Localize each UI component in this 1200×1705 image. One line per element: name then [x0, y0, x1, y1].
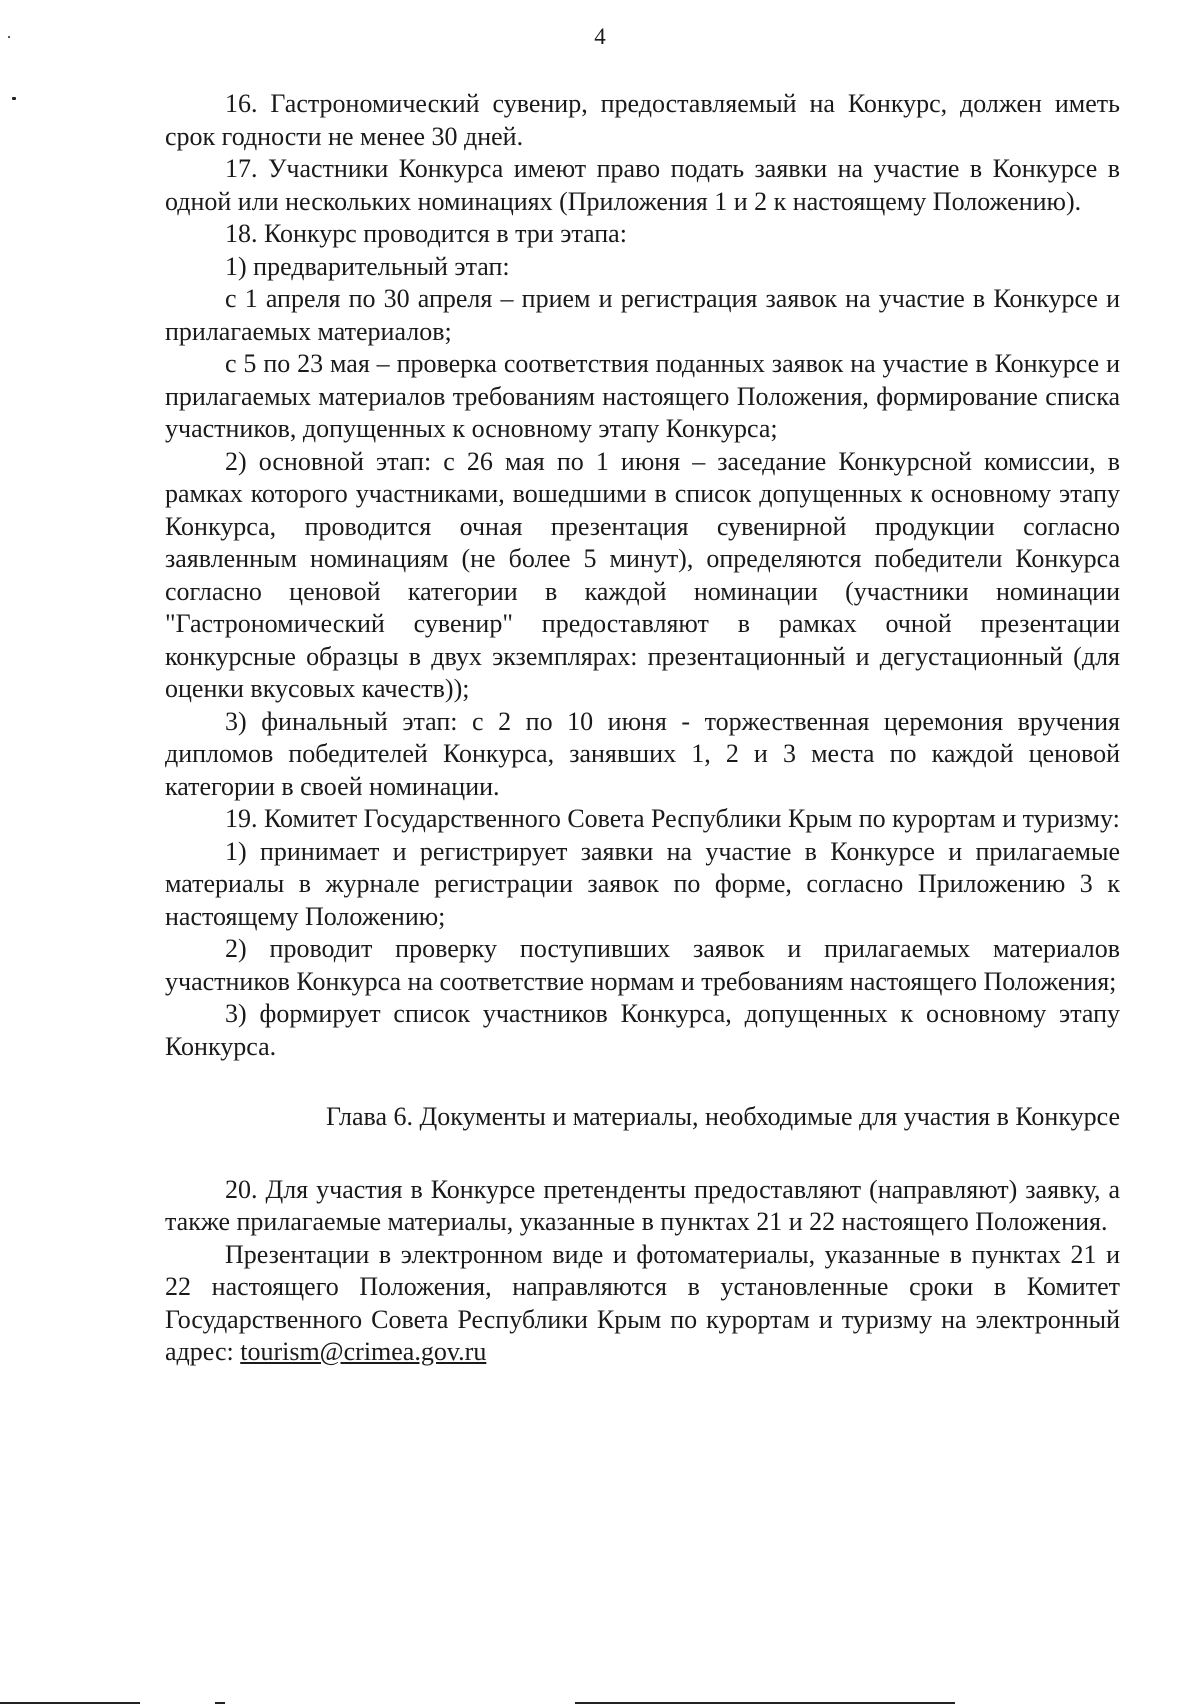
paragraph: 3) финальный этап: с 2 по 10 июня - торжественная церемония вручения дипломов победителей Конкурса, занявших 1, 2 и 3 места по каждой ценовой категории в своей номинации. [165, 706, 1120, 801]
paragraph: 16. Гастрономический сувенир, предоставляемый на Конкурс, должен иметь срок годности не менее 30 дней. [165, 89, 1120, 151]
paragraph: 2) основной этап: с 26 мая по 1 июня – заседание Конкурсной комиссии, в рамках которого участниками, вошедшими в список допущенных к основному этапу Конкурса, проводится очная презентация сувенирной продукции согласно заявленным номинациям (не более 5 минут), определяются победители Конкурса согласно ценовой категории в каждой номинации (участники номинации "Гастрономический сувенир" предоставляют в рамках очной презентации конкурсные образцы в двух экземплярах: презентационный и дегустационный (для оценки вкусовых качеств)); [165, 446, 1120, 703]
paragraph-text: Презентации в электронном виде и фотоматериалы, указанные в пунктах 21 и 22 настоящего Положения, направляются в установленные сроки в Комитет Государственного Совета Республики Крым по курортам и туризму на электронный адрес: [165, 1239, 1120, 1366]
paragraph: 19. Комитет Государственного Совета Республики Крым по курортам и туризму: [225, 804, 1120, 833]
paragraph: 20. Для участия в Конкурсе претенденты предоставляют (направляют) заявку, а также прилагаемые материалы, указанные в пунктах 21 и 22 настоящего Положения. [165, 1174, 1120, 1236]
paragraph: 1) принимает и регистрирует заявки на участие в Конкурсе и прилагаемые материалы в журнале регистрации заявок по форме, согласно Приложению 3 к настоящему Положению; [165, 836, 1120, 931]
chapter-title: Глава 6. Документы и материалы, необходимые для участия в Конкурсе [325, 1102, 1120, 1131]
paragraph: 1) предварительный этап: [225, 251, 510, 281]
page-number: 4 [594, 24, 606, 49]
document-body [165, 88, 1120, 1369]
paragraph-with-email [165, 1239, 1120, 1369]
paragraph: с 5 по 23 мая – проверка соответствия поданных заявок на участие в Конкурсе и прилагаемых материалов требованиям настоящего Положения, формирование списка участников, допущенных к основному этапу Конкурса; [165, 349, 1120, 443]
scan-artifact-dot [12, 97, 16, 100]
paragraph: с 1 апреля по 30 апреля – прием и регистрация заявок на участие в Конкурсе и прилагаемых материалов; [165, 284, 1120, 346]
paragraph: 2) проводит проверку поступивших заявок и прилагаемых материалов участников Конкурса на соответствие нормам и требованиям настоящего Положения; [165, 934, 1120, 996]
paragraph: 17. Участники Конкурса имеют право подать заявки на участие в Конкурсе в одной или нескольких номинациях (Приложения 1 и 2 к настоящему Положению). [165, 154, 1120, 216]
scan-artifact-line [215, 1702, 225, 1704]
paragraph: 3) формирует список участников Конкурса, допущенных к основному этапу Конкурса. [165, 999, 1120, 1061]
email-link[interactable]: tourism@crimea.gov.ru [240, 1337, 487, 1366]
scan-artifact-line [575, 1702, 955, 1704]
scan-artifact-line [0, 1702, 140, 1704]
paragraph: 18. Конкурс проводится в три этапа: [225, 219, 627, 248]
